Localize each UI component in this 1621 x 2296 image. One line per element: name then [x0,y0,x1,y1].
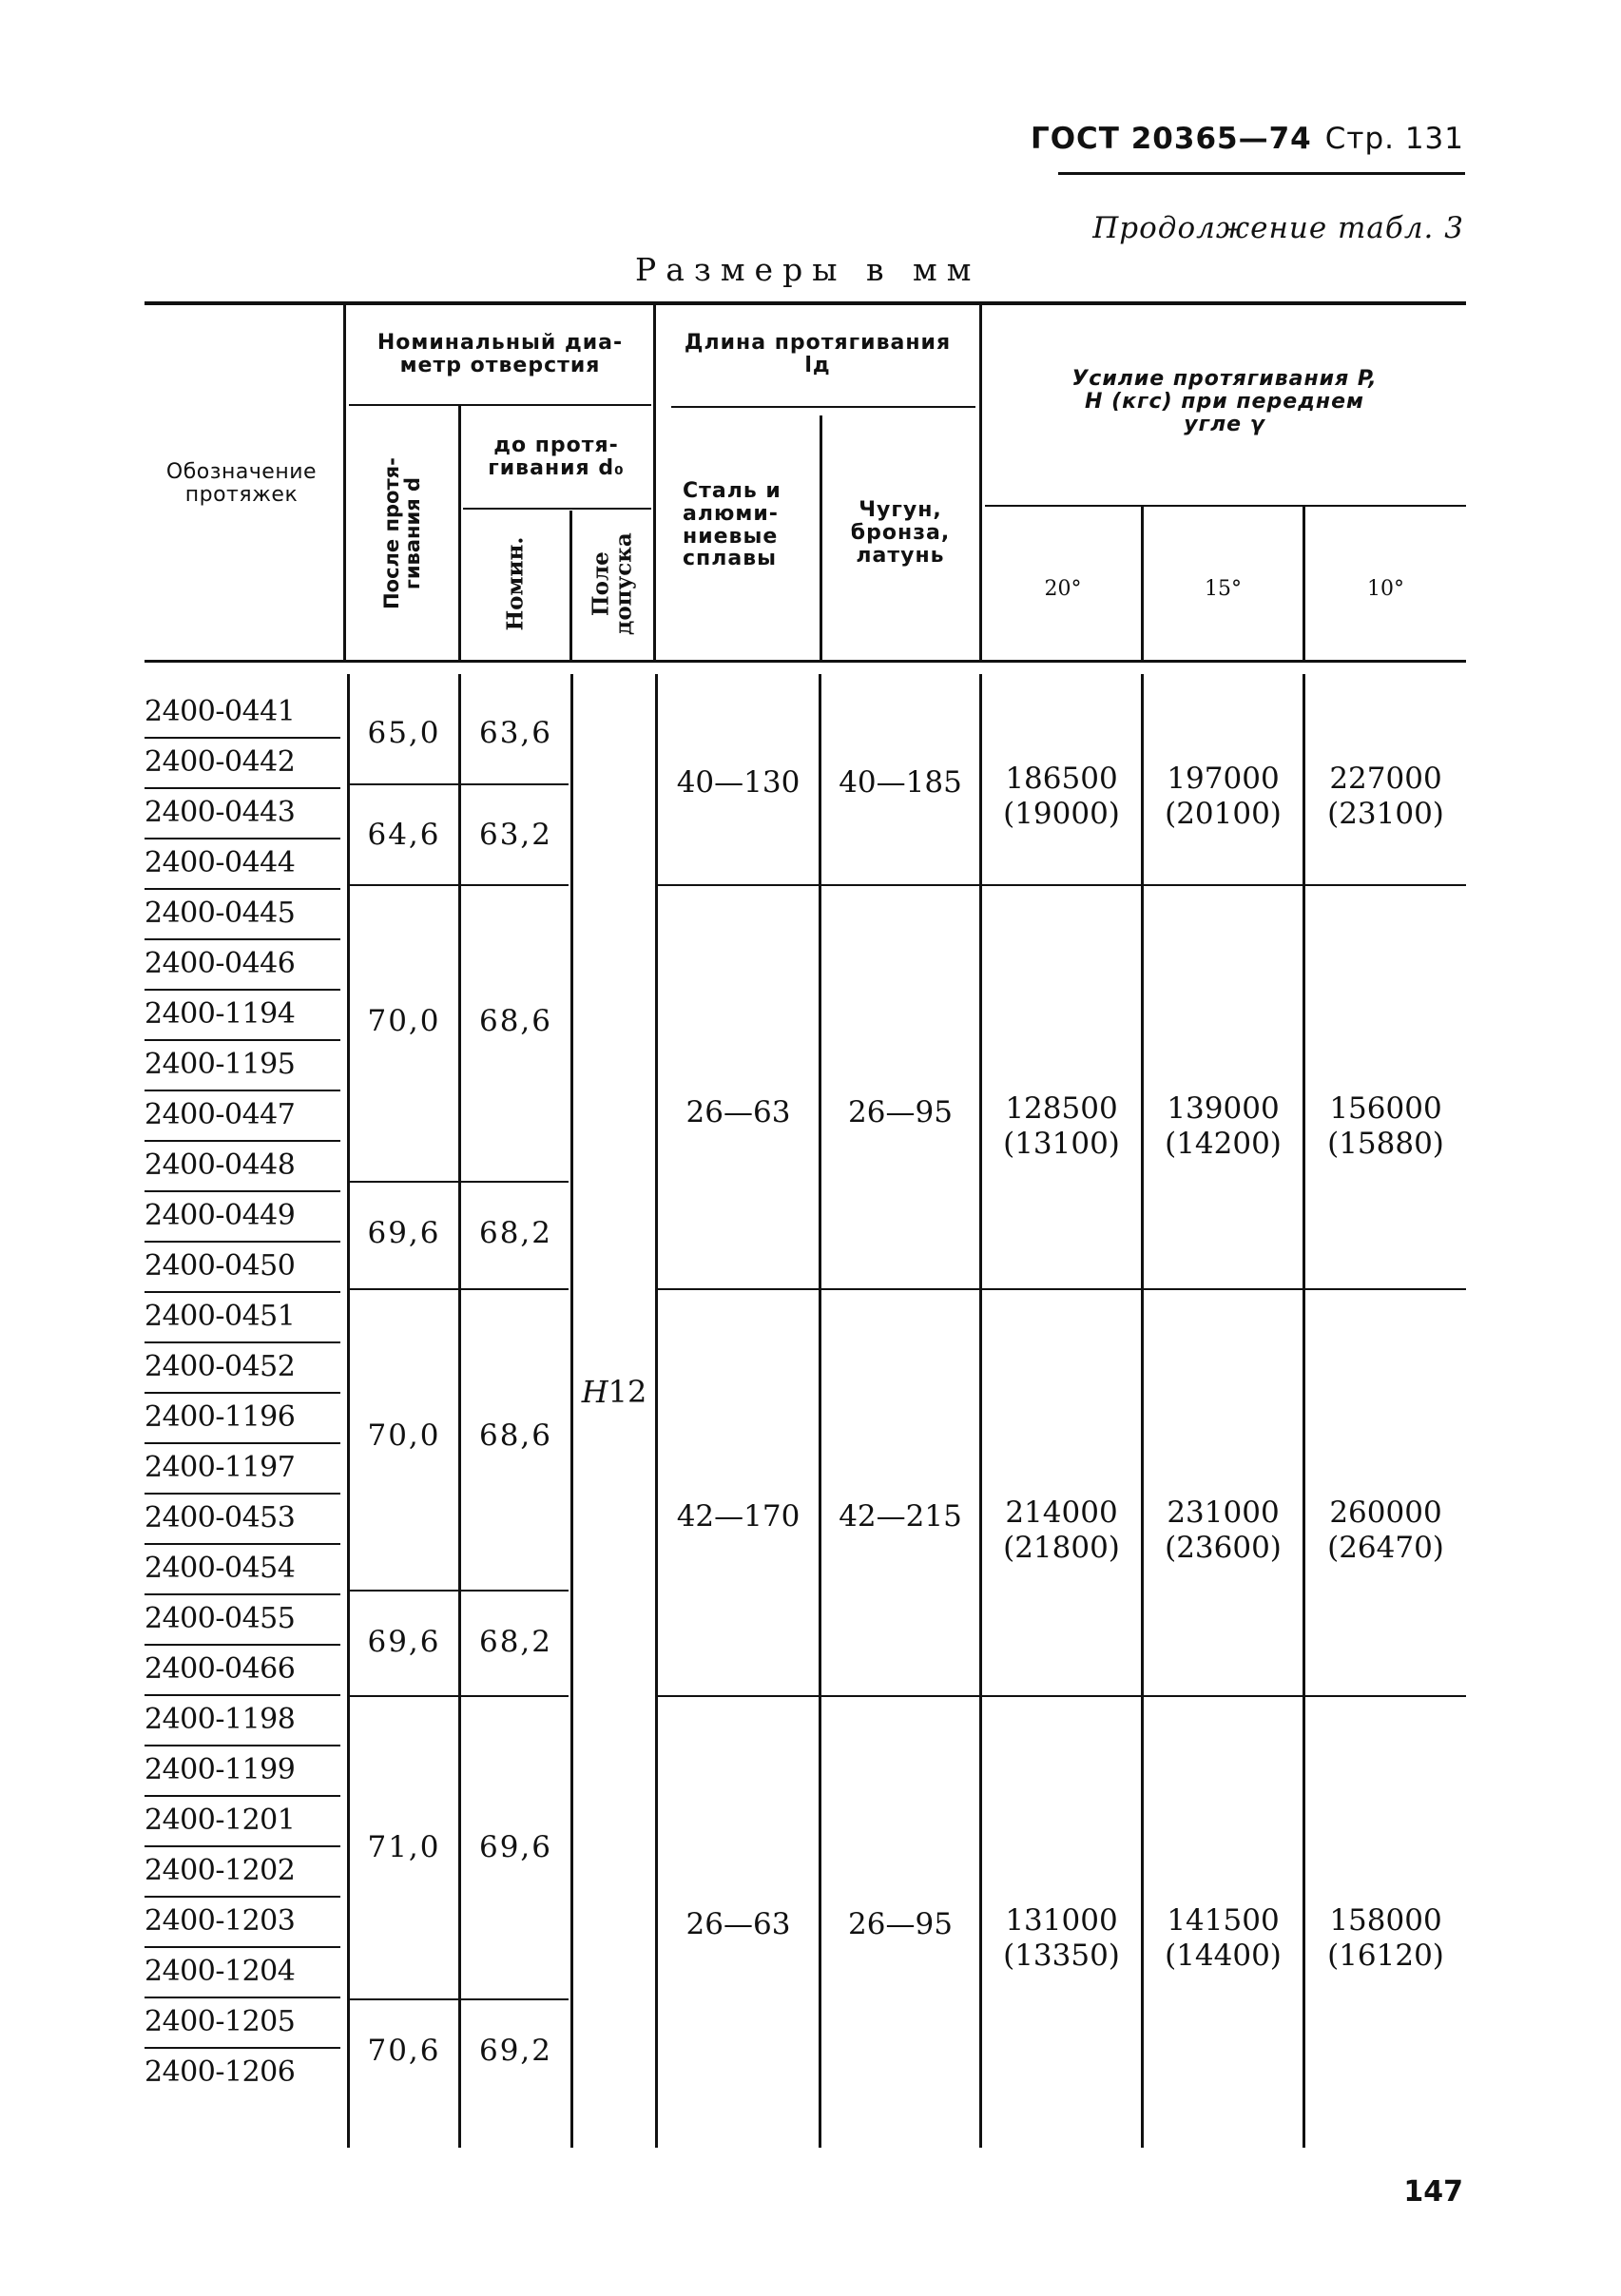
force-kgf: (16120) [1327,1939,1444,1973]
code-row-rule [145,1493,340,1495]
code-row-rule [145,1795,340,1797]
diameter-group-rule [350,1998,569,2000]
body-col-rule [570,674,573,2148]
code-cell: 2400-1199 [145,1753,296,1786]
force-kgf: (23600) [1165,1531,1282,1565]
force-n: 260000 [1329,1495,1442,1530]
code-row-rule [145,1593,340,1595]
diameter-group-rule [350,1288,569,1290]
code-row-rule [145,787,340,789]
header-angle-10: 10° [1367,577,1404,601]
code-cell: 2400-0451 [145,1300,296,1333]
code-cell: 2400-0447 [145,1098,296,1131]
force-kgf: (21800) [1003,1531,1120,1565]
force-group-rule [658,1288,1466,1290]
header-broach-length: Длина протягивания lд [684,331,952,377]
length-iron: 42—215 [839,1499,962,1534]
code-cell: 2400-0455 [145,1602,296,1635]
code-cell: 2400-1202 [145,1854,296,1887]
code-cell: 2400-1205 [145,2005,296,2038]
length-steel: 26—63 [685,1095,791,1129]
code-row-rule [145,1140,340,1142]
force-n: 141500 [1167,1903,1280,1938]
diameter-group-rule [350,884,569,886]
code-cell: 2400-0443 [145,796,296,829]
header-designation: Обозначение протяжек [165,460,318,507]
header-rule [1058,172,1465,175]
code-cell: 2400-1194 [145,997,296,1031]
diameter-group-rule [350,1590,569,1592]
diameter-before: 68,2 [478,1216,553,1250]
diameter-before: 69,2 [478,2034,553,2068]
force-15 [1144,1903,1303,1974]
header-sub-rule [349,404,651,406]
force-20 [982,762,1141,832]
code-cell: 2400-1206 [145,2055,296,2089]
force-kgf: (14400) [1165,1939,1282,1973]
diameter-after: 70,6 [367,2034,441,2068]
header-angle-15: 15° [1205,577,1242,601]
header-nominal-cell [461,510,569,659]
force-n: 139000 [1167,1091,1280,1126]
code-cell: 2400-0452 [145,1350,296,1383]
diameter-before: 63,2 [478,818,553,852]
code-row-rule [145,1745,340,1746]
diameter-after: 69,6 [367,1216,441,1250]
code-cell: 2400-1198 [145,1703,296,1736]
code-row-rule [145,1241,340,1243]
force-group-rule [658,1695,1466,1697]
tolerance-value [573,1374,655,1410]
code-row-rule [145,1644,340,1646]
code-row-rule [145,1442,340,1444]
force-15 [1144,1091,1303,1162]
force-10 [1305,762,1466,832]
diameter-before: 63,6 [478,716,553,750]
diameter-after: 69,6 [367,1625,441,1659]
force-kgf: (26470) [1327,1531,1444,1565]
diameter-before: 68,6 [478,1004,553,1038]
code-cell: 2400-0442 [145,745,296,779]
header-nominal-diameter: Номинальный диа- метр отверстия [376,331,624,377]
force-10 [1305,1091,1466,1162]
diameter-group-rule [350,1695,569,1697]
code-row-rule [145,737,340,739]
length-steel: 26—63 [685,1907,791,1941]
standard-code: ГОСТ 20365—74 [1030,122,1312,156]
force-10 [1305,1495,1466,1566]
code-cell: 2400-0446 [145,947,296,980]
code-cell: 2400-0450 [145,1249,296,1283]
code-row-rule [145,1997,340,1998]
force-kgf: (15880) [1327,1127,1444,1161]
diameter-after: 64,6 [367,818,441,852]
header-sub-rule [985,505,1466,507]
force-n: 131000 [1005,1903,1118,1938]
body-col-rule [347,674,350,2148]
code-cell: 2400-1197 [145,1451,296,1484]
force-n: 186500 [1005,762,1118,796]
code-cell: 2400-0441 [145,695,296,728]
header-after-broaching: После протя- гивания d [379,457,425,609]
header-after-broaching-cell [346,408,458,659]
body-col-rule [458,674,461,2148]
header-tolerance-cell [572,510,653,659]
code-cell: 2400-0453 [145,1501,296,1534]
diameter-before: 68,6 [478,1418,553,1453]
units-note: Размеры в мм [635,251,981,288]
force-20 [982,1495,1141,1566]
page-label: Стр. 131 [1324,122,1464,156]
force-kgf: (13100) [1003,1127,1120,1161]
code-row-rule [145,1543,340,1545]
header-col-rule [820,415,822,660]
length-iron: 26—95 [848,1907,953,1941]
code-cell: 2400-0445 [145,897,296,930]
length-steel: 42—170 [676,1499,801,1534]
force-20 [982,1903,1141,1974]
diameter-after: 70,0 [367,1004,441,1038]
force-15 [1144,762,1303,832]
code-row-rule [145,888,340,890]
code-cell: 2400-0466 [145,1652,296,1686]
diameter-before: 68,2 [478,1625,553,1659]
force-kgf: (23100) [1327,797,1444,831]
header-sub-rule [671,406,975,408]
continuation-note: Продолжение табл. 3 [1092,211,1464,245]
header-force: Усилие протягивания P, Н (кгс) при переднем угле γ [1071,367,1378,436]
code-cell: 2400-1196 [145,1400,296,1434]
diameter-group-rule [350,1181,569,1183]
force-n: 231000 [1167,1495,1280,1530]
force-n: 156000 [1329,1091,1442,1126]
code-row-rule [145,1090,340,1091]
code-cell: 2400-1204 [145,1955,296,1988]
diameter-after: 70,0 [367,1418,441,1453]
code-row-rule [145,1896,340,1898]
length-steel: 40—130 [676,765,801,800]
header-angle-20: 20° [1044,577,1082,601]
code-cell: 2400-1203 [145,1904,296,1938]
header-before-broaching: до протя- гивания d₀ [488,434,625,480]
length-iron: 40—185 [839,765,962,800]
force-group-rule [658,884,1466,886]
broach-table [145,301,1466,2155]
tolerance-letter: H [581,1374,608,1410]
header-col-rule [979,305,982,660]
diameter-after: 71,0 [367,1830,441,1864]
code-row-rule [145,1190,340,1192]
code-cell: 2400-0444 [145,846,296,879]
diameter-group-rule [350,783,569,785]
length-iron: 26—95 [848,1095,953,1129]
code-cell: 2400-1201 [145,1804,296,1837]
code-row-rule [145,1946,340,1948]
code-row-rule [145,938,340,940]
force-10 [1305,1903,1466,1974]
header-steel: Сталь и алюми- ниевые сплавы [683,479,782,571]
code-row-rule [145,1039,340,1041]
force-20 [982,1091,1141,1162]
code-row-rule [145,1291,340,1293]
force-n: 128500 [1005,1091,1118,1126]
force-kgf: (14200) [1165,1127,1282,1161]
header-col-rule [653,305,656,660]
force-n: 214000 [1005,1495,1118,1530]
tolerance-grade: 12 [608,1374,647,1410]
diameter-before: 69,6 [478,1830,553,1864]
header-iron: Чугун, бронза, латунь [850,498,951,568]
header-bottom-rule [145,660,1466,663]
page-header [1031,122,1464,156]
force-kgf: (20100) [1165,797,1282,831]
code-row-rule [145,1694,340,1696]
header-nominal: Номин. [501,537,528,631]
force-15 [1144,1495,1303,1566]
code-cell: 2400-0448 [145,1148,296,1182]
force-n: 227000 [1329,762,1442,796]
code-cell: 2400-1195 [145,1048,296,1081]
code-row-rule [145,989,340,991]
force-kgf: (13350) [1003,1939,1120,1973]
code-row-rule [145,1392,340,1394]
code-row-rule [145,1845,340,1847]
code-row-rule [145,1341,340,1343]
code-cell: 2400-0454 [145,1552,296,1585]
code-cell: 2400-0449 [145,1199,296,1232]
code-row-rule [145,2047,340,2049]
force-kgf: (19000) [1003,797,1120,831]
header-tolerance-field: Поле допуска [588,532,637,636]
code-row-rule [145,838,340,839]
force-n: 197000 [1167,762,1280,796]
force-n: 158000 [1329,1903,1442,1938]
page-number: 147 [1403,2175,1463,2209]
diameter-after: 65,0 [367,716,441,750]
